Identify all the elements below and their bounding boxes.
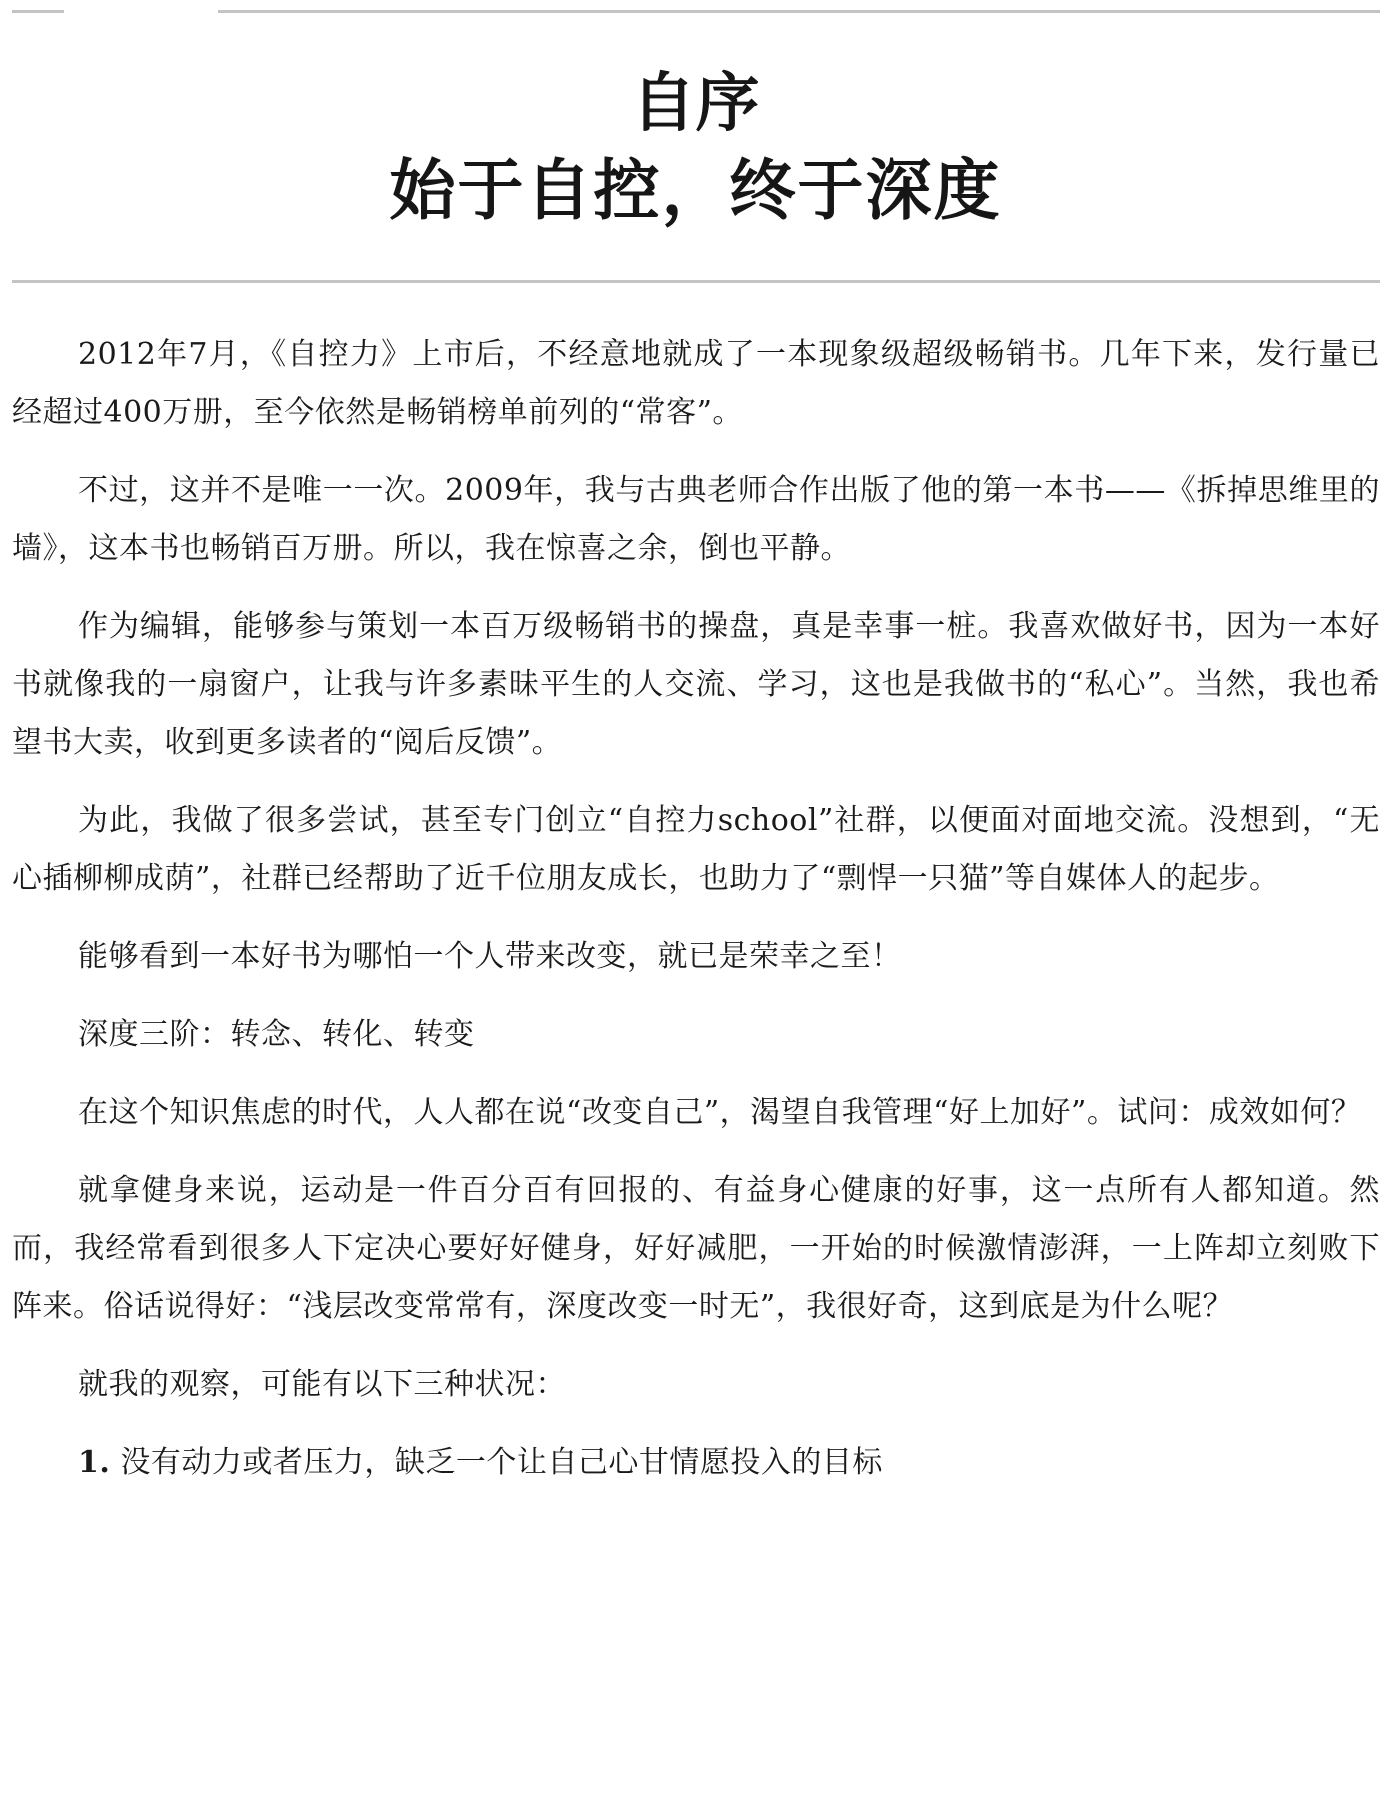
paragraph-4: 为此，我做了很多尝试，甚至专门创立“自控力school”社群，以便面对面地交流。没想到，“无心插柳柳成荫”，社群已经帮助了近千位朋友成长，也助力了“剽悍一只猫”等自媒体人的起步。 — [12, 803, 1380, 896]
section-heading: 深度三阶：转念、转化、转变 — [78, 1017, 475, 1052]
chapter-body — [12, 326, 1380, 1512]
header-divider — [12, 280, 1380, 283]
paragraph-6: 在这个知识焦虑的时代，人人都在说“改变自己”，渴望自我管理“好上加好”。试问：成效如何？ — [78, 1095, 1362, 1130]
chapter-subtitle: 始于自控，终于深度 — [389, 152, 1002, 229]
top-left-rule — [12, 10, 64, 13]
chapter-title: 自序 — [631, 67, 760, 141]
list-item-text: 没有动力或者压力，缺乏一个让自己心甘情愿投入的目标 — [120, 1445, 883, 1480]
top-rule — [218, 10, 1380, 13]
paragraph-1: 2012年7月，《自控力》上市后，不经意地就成了一本现象级超级畅销书。几年下来，发行量已经超过400万册，至今依然是畅销榜单前列的“常客”。 — [12, 337, 1380, 430]
paragraph-3: 作为编辑，能够参与策划一本百万级畅销书的操盘，真是幸事一桩。我喜欢做好书，因为一本好书就像我的一扇窗户，让我与许多素昧平生的人交流、学习，这也是我做书的“私心”。当然，我也希望书大卖，收到更多读者的“阅后反馈”。 — [12, 609, 1380, 760]
list-item-1 — [12, 1434, 1380, 1492]
paragraph-5: 能够看到一本好书为哪怕一个人带来改变，就已是荣幸之至！ — [78, 939, 902, 974]
paragraph-7: 就拿健身来说，运动是一件百分百有回报的、有益身心健康的好事，这一点所有人都知道。然而，我经常看到很多人下定决心要好好健身，好好减肥，一开始的时候激情澎湃，一上阵却立刻败下阵来。俗话说得好：“浅层改变常常有，深度改变一时无”，我很好奇，这到底是为什么呢？ — [12, 1173, 1380, 1324]
paragraph-2: 不过，这并不是唯一一次。2009年，我与古典老师合作出版了他的第一本书——《拆掉思维里的墙》，这本书也畅销百万册。所以，我在惊喜之余，倒也平静。 — [12, 473, 1380, 566]
list-item-number: 1. — [78, 1445, 111, 1480]
paragraph-8: 就我的观察，可能有以下三种状况： — [78, 1367, 566, 1402]
